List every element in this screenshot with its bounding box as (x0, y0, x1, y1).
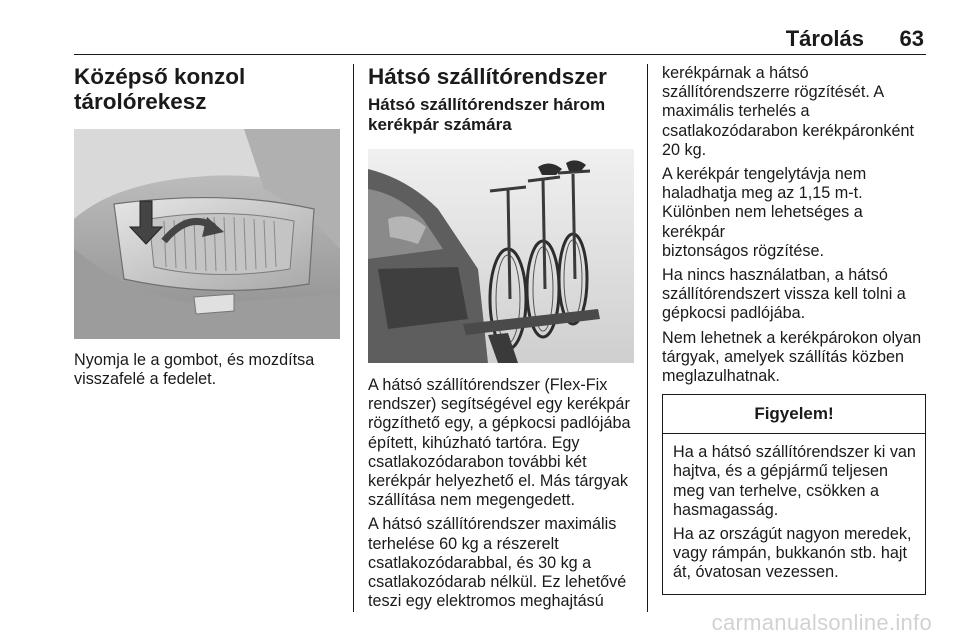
carrier-paragraph-3 (662, 64, 926, 160)
center-console-storage-illustration (74, 129, 340, 339)
column-3 (662, 64, 926, 595)
carrier-heading: Hátsó szállítórendszer (368, 64, 607, 89)
text-line: csatlakozódarabon kerékpáronként (662, 121, 914, 140)
column-divider-1 (353, 64, 354, 612)
watermark: carmanualsonline.info (711, 610, 932, 635)
carrier-paragraph-4 (662, 165, 926, 261)
text-line: csatlakozódarab nélkül. Ez lehetővé (368, 573, 627, 592)
text-line: csatlakozódarabbal, és 30 kg a (368, 553, 592, 572)
section-title: Tárolás (785, 26, 864, 51)
text-line: teszi egy elektromos meghajtású (368, 592, 604, 611)
warning-paragraph-2 (673, 525, 917, 583)
text-line: rögzíthető egy, a gépkocsi padlójába (368, 414, 631, 433)
text-line: Különben nem lehetséges a kerékpár (662, 203, 863, 241)
text-line: csatlakozódarabon további két (368, 452, 587, 471)
column-1 (74, 64, 340, 394)
rear-carrier-three-bikes-illustration (368, 149, 634, 363)
text-line: kerékpárnak a hátsó (662, 64, 809, 82)
text-line: tárgyak, amelyek szállítás közben (662, 347, 905, 366)
text-line: gépkocsi padlójába. (662, 304, 806, 323)
text-line: épített, kihúzható tartóra. Egy (368, 433, 580, 452)
caption-line: visszafelé a fedelet. (74, 370, 217, 389)
text-line: 20 kg. (662, 140, 707, 159)
page-number: 63 (899, 26, 924, 51)
console-heading-line-1: Középső konzol (74, 64, 246, 89)
warning-box (662, 394, 926, 594)
text-line: maximális terhelés a (662, 102, 810, 121)
column-2 (368, 64, 634, 616)
text-line: haladhatja meg az 1,15 m-t. (662, 184, 863, 203)
console-caption (74, 351, 340, 389)
text-line: Ha a hátsó szállítórendszer ki van (673, 443, 916, 462)
text-line: vagy rámpán, bukkanón stb. hajt (673, 544, 907, 563)
text-line: Ha az országút nagyon meredek, (673, 525, 912, 544)
carrier-paragraph-2 (368, 515, 634, 611)
carrier-paragraph-6 (662, 329, 926, 387)
text-line: A kerékpár tengelytávja nem (662, 165, 867, 184)
text-line: terhelése 60 kg a részerelt (368, 534, 559, 553)
carrier-paragraph-5 (662, 266, 926, 324)
warning-body (663, 434, 925, 593)
console-heading (74, 64, 340, 114)
text-line: A hátsó szállítórendszer maximális (368, 515, 617, 534)
text-line: Nem lehetnek a kerékpárokon olyan (662, 328, 922, 347)
text-line: át, óvatosan vezessen. (673, 563, 839, 582)
carrier-paragraph-1 (368, 376, 634, 510)
column-divider-2 (647, 64, 648, 612)
text-line: biztonságos rögzítése. (662, 241, 824, 260)
text-line: hasmagasság. (673, 500, 779, 519)
text-line: szállítórendszerre rögzítését. A (662, 83, 885, 102)
text-line: szállítórendszert vissza kell tolni a (662, 285, 906, 304)
text-line: hajtva, és a gépjármű teljesen (673, 462, 889, 481)
page-header (74, 24, 926, 50)
warning-title: Figyelem! (663, 395, 925, 434)
text-line: szállítása nem megengedett. (368, 491, 575, 510)
subheading-line-1: Hátsó szállítórendszer három (368, 95, 606, 114)
text-line: Ha nincs használatban, a hátsó (662, 266, 888, 285)
text-line: meglazulhatnak. (662, 367, 780, 386)
text-line: meg van terhelve, csökken a (673, 481, 880, 500)
caption-line: Nyomja le a gombot, és mozdítsa (74, 351, 315, 369)
carrier-subheading (368, 95, 634, 135)
header-rule (74, 54, 926, 55)
text-line: A hátsó szállítórendszer (Flex-Fix (368, 376, 608, 394)
text-line: rendszer) segítségével egy kerékpár (368, 395, 630, 414)
warning-paragraph-1 (673, 443, 917, 520)
text-line: kerékpár helyezhető el. Más tárgyak (368, 472, 629, 491)
subheading-line-2: kerékpár számára (368, 115, 512, 134)
console-heading-line-2: tárolórekesz (74, 89, 207, 114)
